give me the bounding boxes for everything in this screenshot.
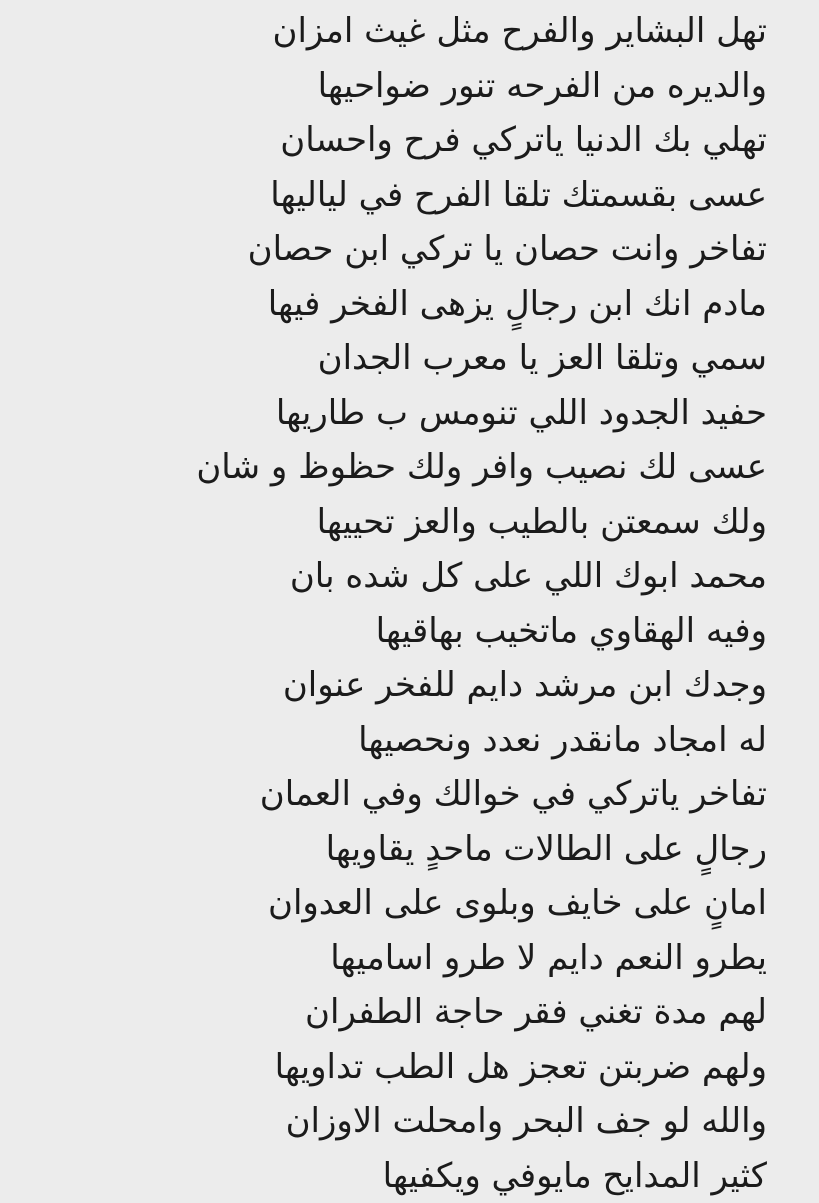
poem-line-9: عسى لك نصيب وافر ولك حظوظ و شان [47, 440, 767, 495]
poem-line-5: تفاخر وانت حصان يا تركي ابن حصان [47, 222, 767, 277]
poem-line-2: والديره من الفرحه تنور ضواحيها [47, 59, 767, 114]
poem-line-11: محمد ابوك اللي على كل شده بان [47, 549, 767, 604]
poem-text [47, 0, 767, 1203]
poem-line-22: كثير المدايح مايوفي ويكفيها [47, 1149, 767, 1203]
poem-line-14: له امجاد مانقدر نعدد ونحصيها [47, 713, 767, 768]
poem-line-7: سمي وتلقا العز يا معرب الجدان [47, 331, 767, 386]
poem-line-20: ولهم ضربتن تعجز هل الطب تداويها [47, 1040, 767, 1095]
poem-line-16: رجالٍ على الطالات ماحدٍ يقاويها [47, 822, 767, 877]
poem-line-8: حفيد الجدود اللي تنومس ب طاريها [47, 386, 767, 441]
poem-line-1: تهل البشاير والفرح مثل غيث امزان [47, 4, 767, 59]
poem-line-3: تهلي بك الدنيا ياتركي فرح واحسان [47, 113, 767, 168]
poem-line-17: امانٍ على خايف وبلوى على العدوان [47, 876, 767, 931]
poem-line-13: وجدك ابن مرشد دايم للفخر عنوان [47, 658, 767, 713]
poem-line-10: ولك سمعتن بالطيب والعز تحييها [47, 495, 767, 550]
poem-line-19: لهم مدة تغني فقر حاجة الطفران [47, 985, 767, 1040]
poem-line-4: عسى بقسمتك تلقا الفرح في لياليها [47, 168, 767, 223]
poem-line-6: مادم انك ابن رجالٍ يزهى الفخر فيها [47, 277, 767, 332]
poem-line-15: تفاخر ياتركي في خوالك وفي العمان [47, 767, 767, 822]
poem-line-12: وفيه الهقاوي ماتخيب بهاقيها [47, 604, 767, 659]
poem-line-18: يطرو النعم دايم لا طرو اساميها [47, 931, 767, 986]
poem-line-21: والله لو جف البحر وامحلت الاوزان [47, 1094, 767, 1149]
